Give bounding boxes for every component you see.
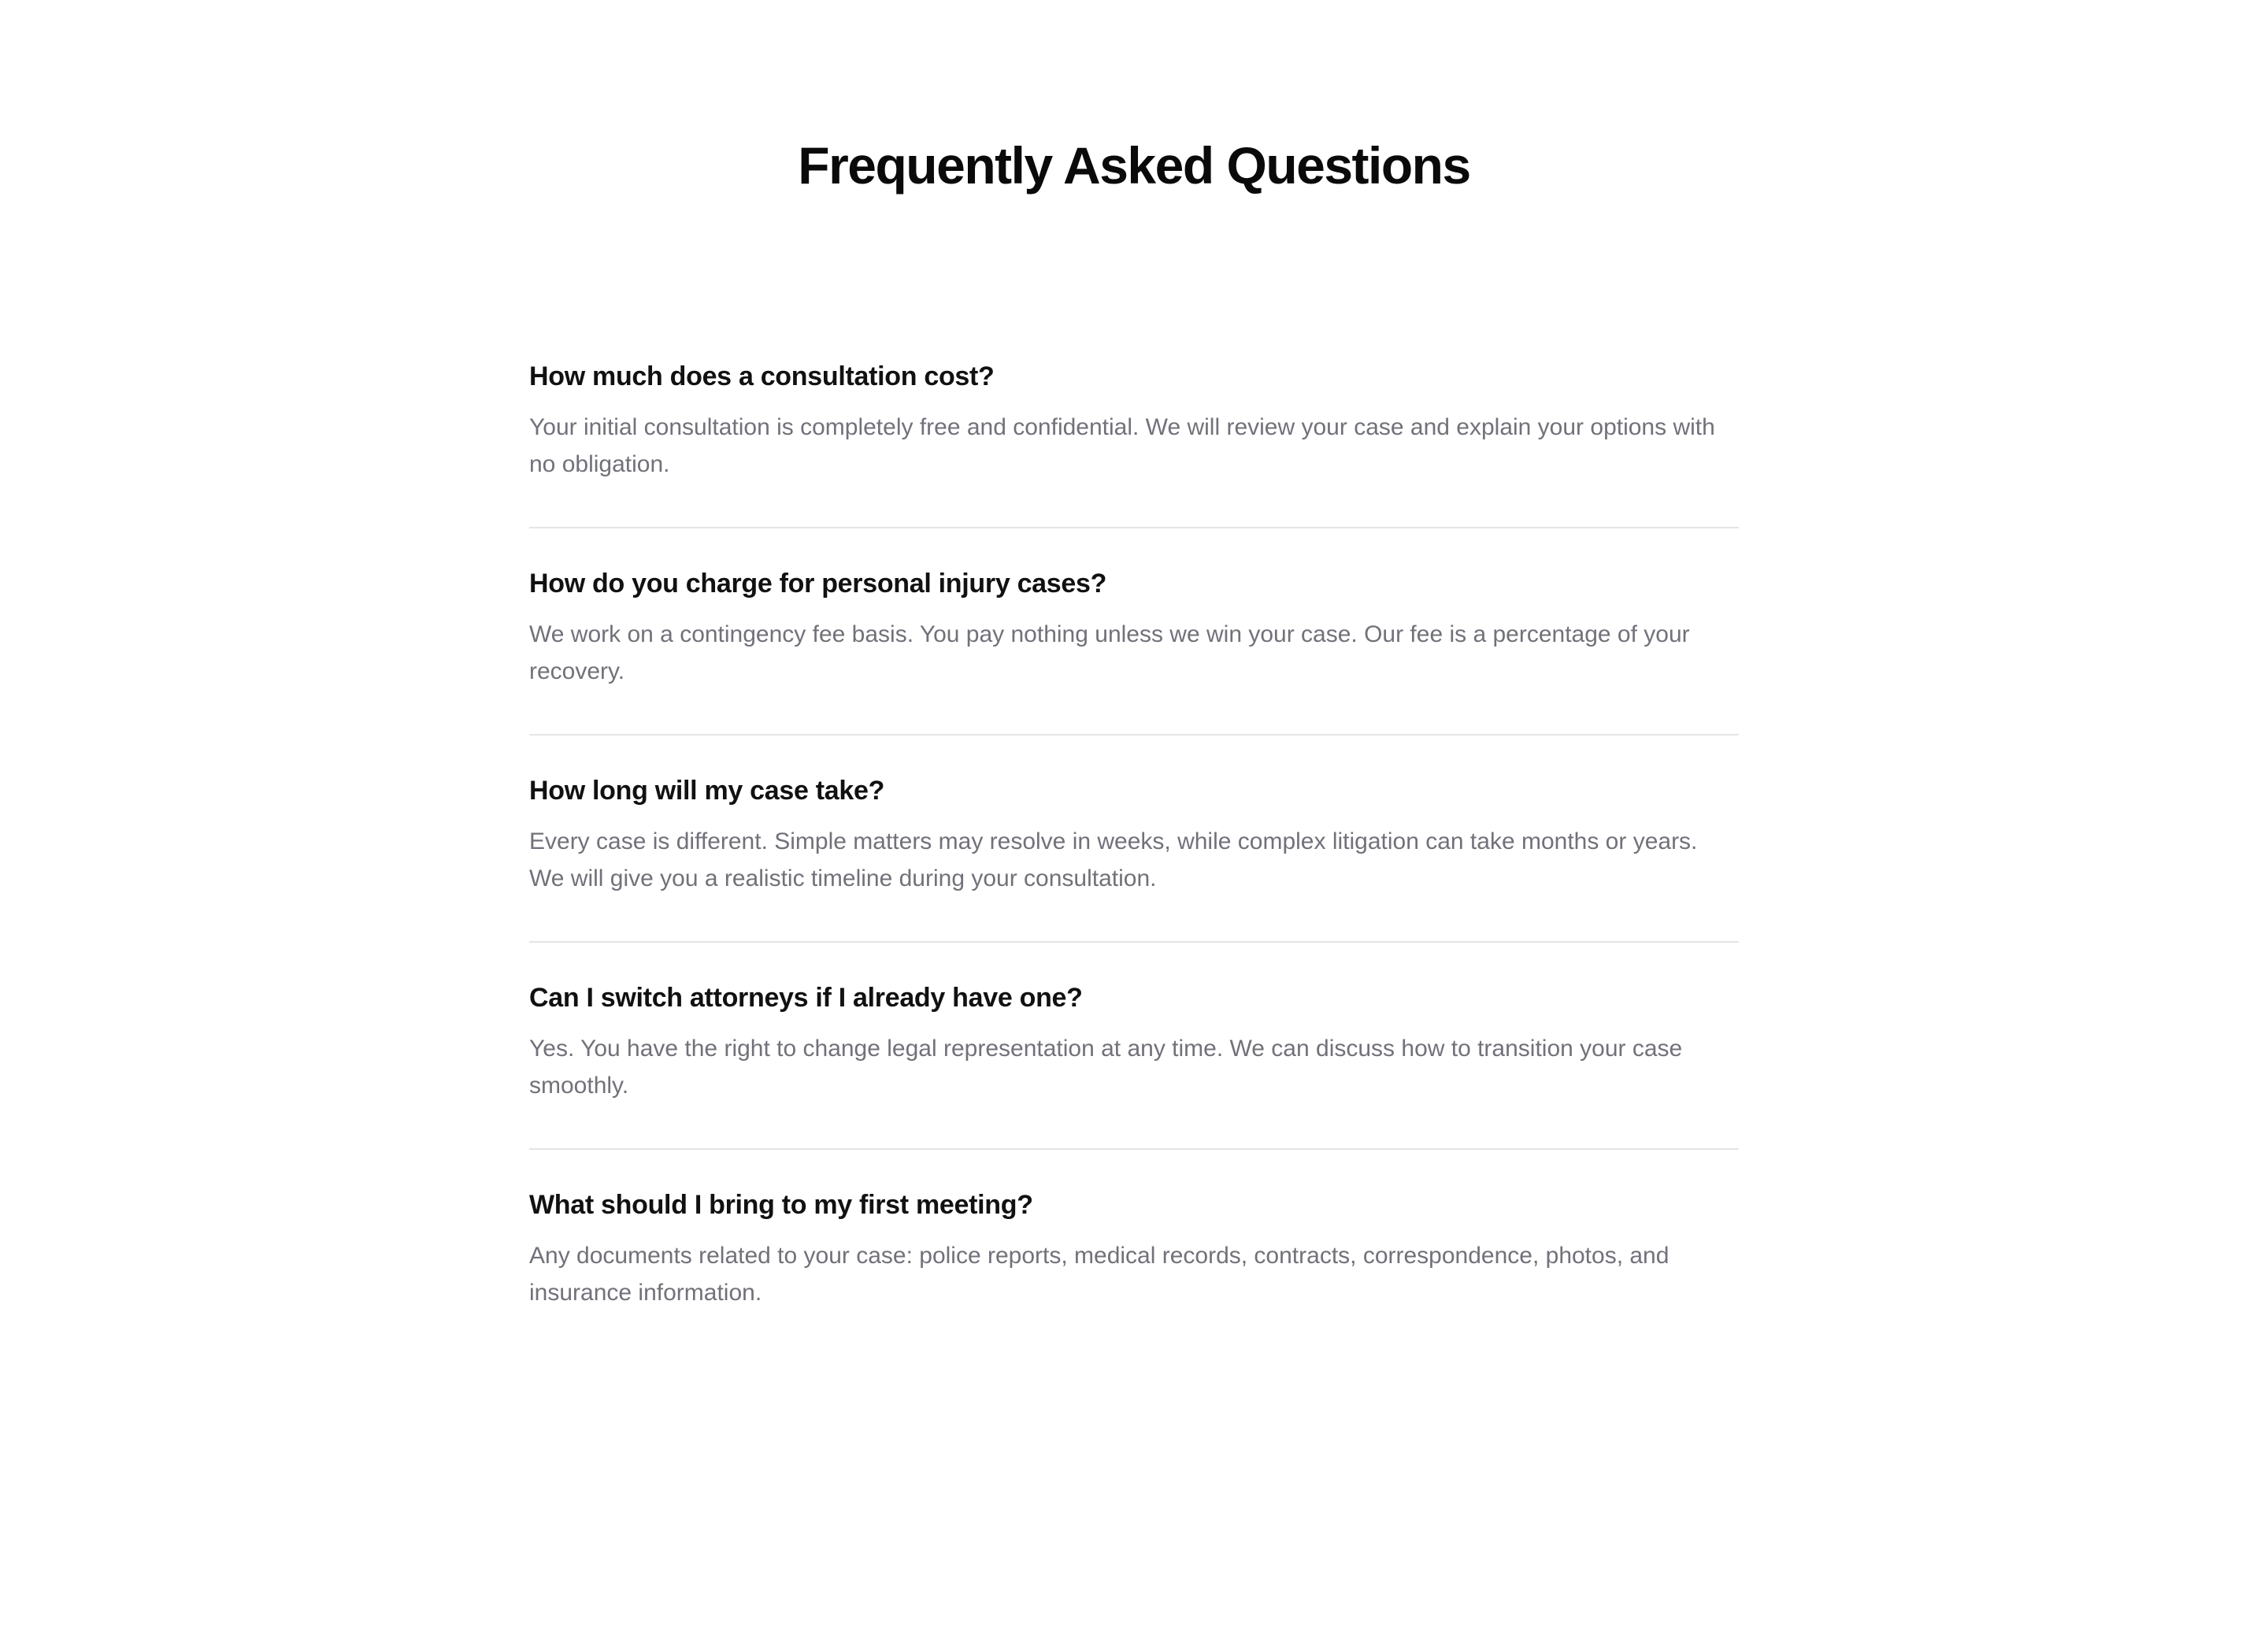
page-title: Frequently Asked Questions	[798, 136, 1470, 195]
faq-question: How long will my case take?	[529, 776, 885, 806]
faq-answer: We work on a contingency fee basis. You pay nothing unless we win your case. Our fee is a percentage of your recovery.	[529, 621, 1690, 684]
faq-item	[529, 321, 1739, 527]
faq-item	[529, 941, 1739, 1148]
faq-question: Can I switch attorneys if I already have one?	[529, 983, 1083, 1013]
faq-item	[529, 1148, 1739, 1355]
faq-item	[529, 527, 1739, 734]
faq-question: What should I bring to my first meeting?	[529, 1190, 1033, 1220]
faq-answer: Yes. You have the right to change legal representation at any time. We can discuss how to transition your case smoothly.	[529, 1036, 1683, 1099]
faq-question: How much does a consultation cost?	[529, 361, 995, 391]
faq-answer: Any documents related to your case: police reports, medical records, contracts, correspondence, photos, and insurance information.	[529, 1243, 1670, 1306]
faq-answer: Your initial consultation is completely free and confidential. We will review your case and explain your options with no obligation.	[529, 414, 1715, 477]
faq-answer: Every case is different. Simple matters may resolve in weeks, while complex litigation can take months or years. We will give you a realistic timeline during your consultation.	[529, 828, 1698, 891]
faq-list	[529, 321, 1739, 1355]
faq-item	[529, 734, 1739, 941]
faq-page	[0, 134, 2268, 1627]
faq-question: How do you charge for personal injury cases?	[529, 569, 1107, 599]
